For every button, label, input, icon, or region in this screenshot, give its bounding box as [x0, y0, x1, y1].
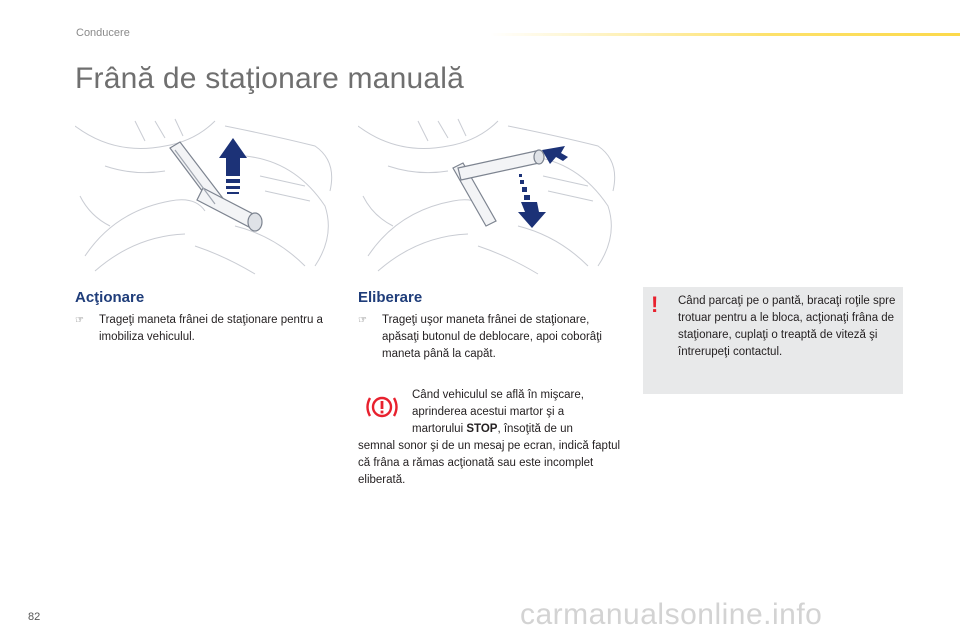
notice-line-3a: martorului	[412, 423, 467, 435]
notice-line-3c: , însoţită de un	[497, 423, 573, 435]
eliberare-text: Trageţi uşor maneta frânei de staţionare, apăsaţi butonul de deblocare, apoi coborâţi maneta până la capăt.	[382, 314, 602, 360]
header-rule	[490, 33, 960, 36]
page-number: 82	[28, 611, 41, 623]
notice-rest: semnal sonor şi de un mesaj pe ecran, indică faptul că frâna a rămas acţionată sau este incomplet eliberată.	[358, 440, 621, 486]
actionare-instruction	[75, 312, 325, 346]
eliberare-heading: Eliberare	[358, 289, 423, 306]
warning-text: Când parcaţi pe o pantă, bracaţi roţile spre trotuar pentru a le bloca, acţionaţi frâna de staţionare, cuplaţi o treaptă de viteză şi întrerupeţi contactul.	[678, 295, 896, 358]
notice-line-1: Când vehiculul se află în mişcare,	[412, 389, 584, 401]
actionare-heading: Acţionare	[75, 289, 145, 306]
notice-line-3	[358, 421, 623, 438]
handbrake-apply-illustration	[75, 116, 340, 276]
stop-label: STOP	[466, 423, 498, 435]
arrow-bullet-icon: ☞	[75, 315, 84, 326]
watermark: carmanualsonline.info	[520, 598, 823, 631]
warning-light-notice	[358, 387, 623, 489]
notice-line-2: aprinderea acestui martor şi a	[412, 406, 565, 418]
eliberare-instruction	[358, 312, 623, 363]
actionare-text: Trageţi maneta frânei de staţionare pentru a imobiliza vehiculul.	[99, 314, 323, 343]
page-title: Frână de staţionare manuală	[75, 62, 464, 95]
arrow-bullet-icon: ☞	[358, 315, 367, 326]
section-label: Conducere	[76, 27, 130, 39]
warning-mark-icon: !	[651, 292, 659, 317]
handbrake-release-illustration	[358, 116, 623, 276]
